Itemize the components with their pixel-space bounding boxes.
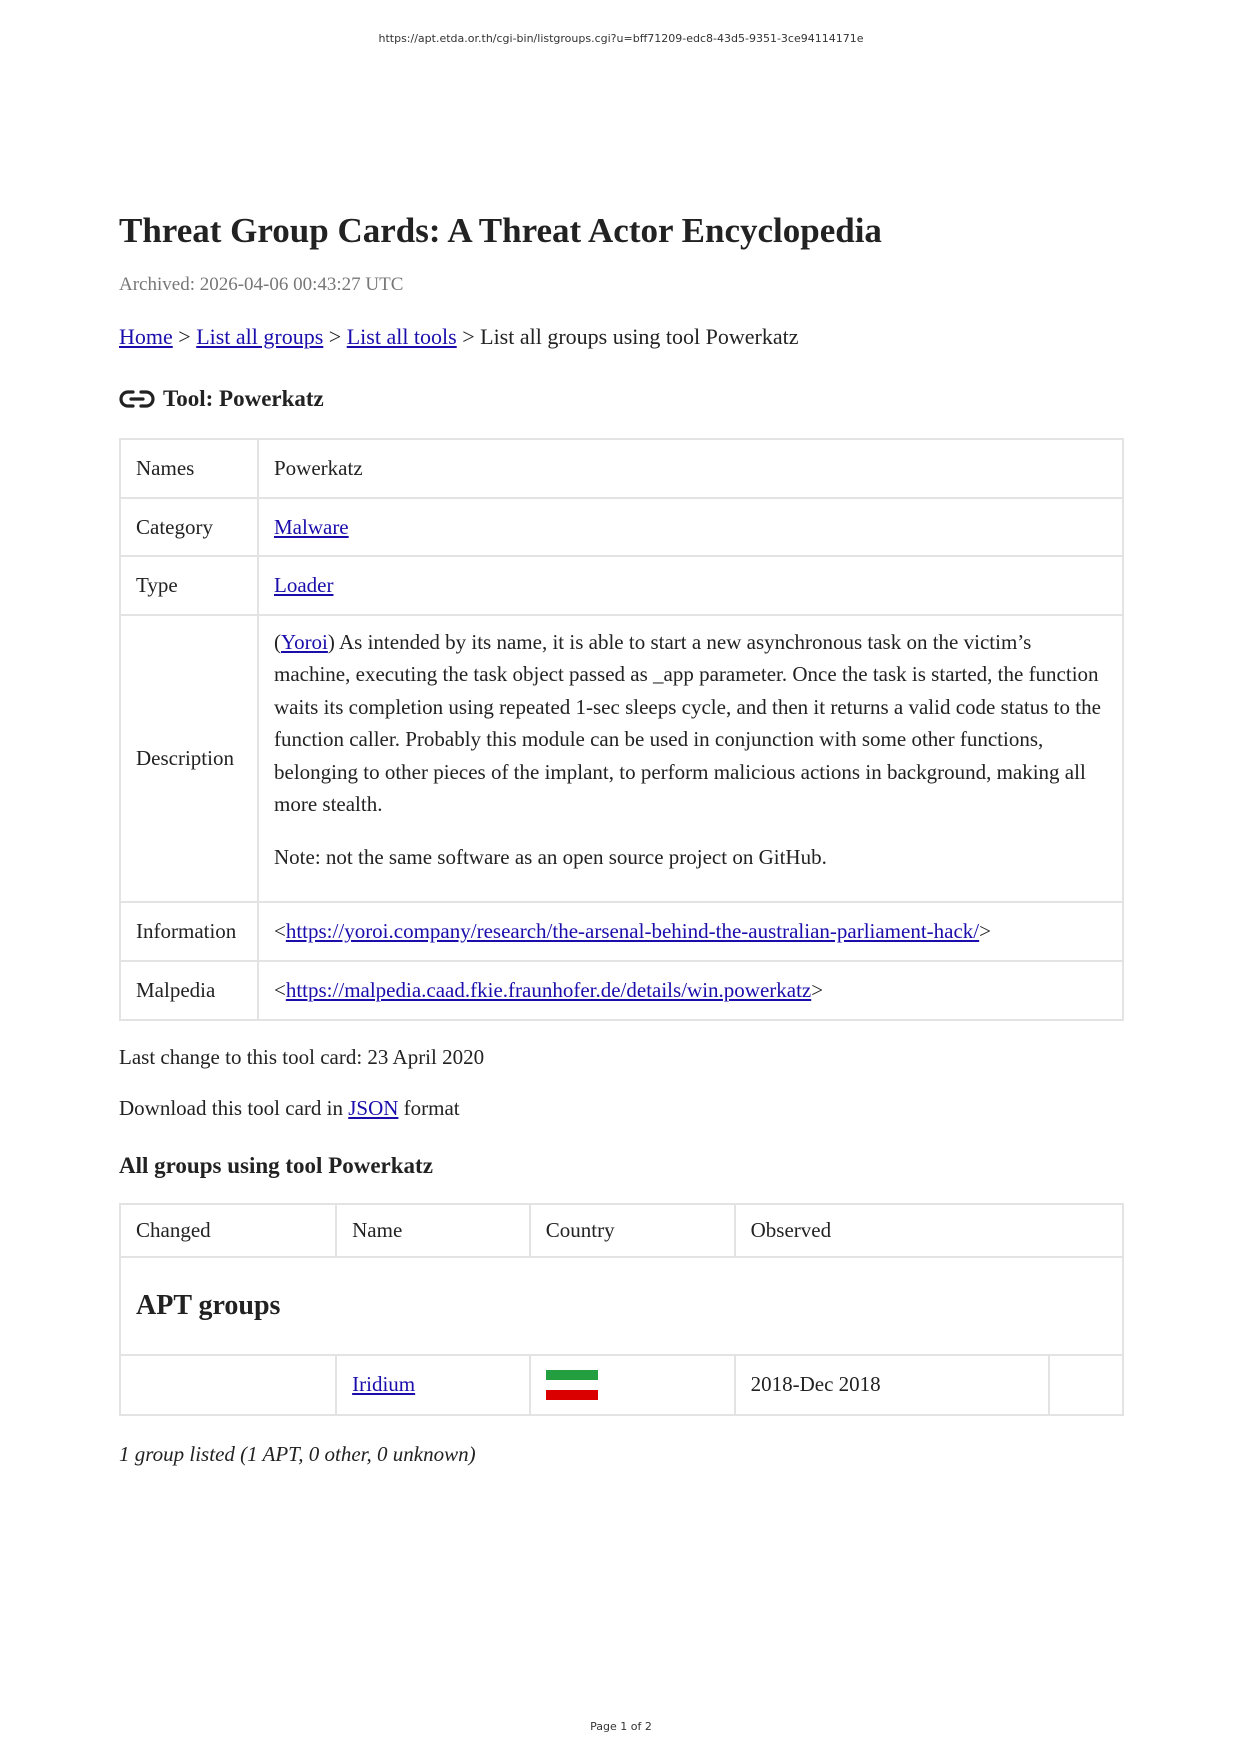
description-cell (258, 615, 1123, 903)
page-number: Page 1 of 2 (590, 1720, 652, 1733)
description-body: ) As intended by its name, it is able to start a new asynchronous task on the victim’s machine, executing the task object passed as _app parameter. Once the task is started, the function waits its completion using repeated 1-sec sleeps cycle, and then it returns a valid code status to the function caller. Probably this module can be used in conjunction with some other functions, belonging to other pieces of the implant, to perform malicious actions in background, making all more stealth. (274, 629, 1101, 817)
angle-close: > (811, 978, 824, 1003)
information-link[interactable]: https://yoroi.company/research/the-arsenal-behind-the-australian-parliament-hack/ (285, 919, 980, 944)
breadcrumb-list-tools-link[interactable]: List all tools (346, 324, 457, 349)
archived-timestamp: Archived: 2026-04-06 00:43:27 UTC (119, 274, 404, 295)
description-label: Description (120, 615, 258, 903)
column-header-observed: Observed (735, 1204, 1123, 1257)
angle-open: < (274, 978, 286, 1003)
table-row (120, 498, 1123, 557)
description-source-link[interactable]: Yoroi (281, 629, 328, 654)
malpedia-label: Malpedia (120, 961, 258, 1020)
group-link[interactable]: Iridium (352, 1372, 416, 1397)
section-cell (120, 1257, 1123, 1355)
section-title: APT groups (136, 1289, 281, 1321)
breadcrumb-separator: > (172, 324, 197, 349)
type-link[interactable]: Loader (274, 573, 334, 598)
type-cell (258, 556, 1123, 615)
description-text (274, 626, 1107, 821)
breadcrumb-separator: > (323, 324, 347, 349)
table-row (120, 961, 1123, 1020)
tool-heading-text: Tool: Powerkatz (163, 386, 324, 411)
download-json-link[interactable]: JSON (348, 1095, 399, 1120)
type-label: Type (120, 556, 258, 615)
breadcrumb-list-groups-link[interactable]: List all groups (196, 324, 324, 349)
names-label: Names (120, 439, 258, 498)
column-header-name: Name (336, 1204, 530, 1257)
link-icon (119, 386, 155, 412)
changed-cell (120, 1355, 336, 1415)
malpedia-cell (258, 961, 1123, 1020)
description-paren: ( (274, 629, 281, 654)
category-cell (258, 498, 1123, 557)
main-content (119, 210, 1124, 1467)
angle-close: > (979, 919, 991, 944)
description-note: Note: not the same software as an open source project on GitHub. (274, 844, 827, 869)
table-row (120, 1355, 1123, 1415)
groups-heading: All groups using tool Powerkatz (119, 1152, 433, 1178)
download-line (119, 1096, 1124, 1121)
information-label: Information (120, 902, 258, 961)
malpedia-link[interactable]: https://malpedia.caad.fkie.fraunhofer.de/details/win.powerkatz (285, 978, 812, 1003)
category-label: Category (120, 498, 258, 557)
tool-details-table (119, 438, 1124, 1021)
table-row (120, 902, 1123, 961)
groups-summary: 1 group listed (1 APT, 0 other, 0 unknown) (119, 1441, 476, 1466)
table-row (120, 439, 1123, 498)
observed-cell: 2018-Dec 2018 (735, 1355, 1049, 1415)
angle-open: < (274, 919, 286, 944)
table-row (120, 556, 1123, 615)
last-change: Last change to this tool card: 23 April 2020 (119, 1044, 485, 1069)
column-header-country: Country (530, 1204, 735, 1257)
breadcrumb-current: > List all groups using tool Powerkatz (456, 324, 799, 349)
category-link[interactable]: Malware (274, 514, 349, 539)
breadcrumb-home-link[interactable]: Home (119, 324, 173, 349)
country-cell (530, 1355, 735, 1415)
download-suffix: format (398, 1095, 460, 1120)
breadcrumb (119, 324, 1124, 350)
print-header-url: https://apt.etda.or.th/cgi-bin/listgroups.cgi?u=bff71209-edc8-43d5-9351-3ce94114171e (378, 32, 864, 45)
column-header-changed: Changed (120, 1204, 336, 1257)
extra-cell (1049, 1355, 1123, 1415)
iran-flag-icon (546, 1370, 598, 1400)
table-row (120, 615, 1123, 903)
groups-table (119, 1203, 1124, 1416)
tool-heading (119, 386, 1124, 412)
page-title: Threat Group Cards: A Threat Actor Encyclopedia (119, 211, 882, 250)
table-header-row (120, 1204, 1123, 1257)
information-cell (258, 902, 1123, 961)
section-row (120, 1257, 1123, 1355)
download-prefix: Download this tool card in (119, 1095, 349, 1120)
names-value: Powerkatz (258, 439, 1123, 498)
name-cell (336, 1355, 530, 1415)
